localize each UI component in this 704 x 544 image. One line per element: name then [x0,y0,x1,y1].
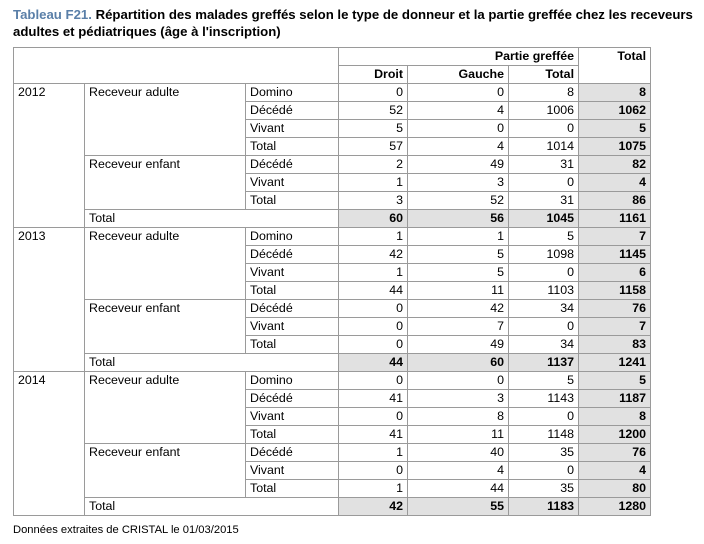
donneur-cell: Vivant [246,120,339,138]
grand-total-cell: 80 [579,480,651,498]
sub-total-cell: 0 [509,318,579,336]
grand-total-cell: 83 [579,336,651,354]
donneur-cell: Vivant [246,264,339,282]
grand-total-cell: 1075 [579,138,651,156]
year-total-gauche: 56 [408,210,509,228]
gauche-cell: 3 [408,390,509,408]
grand-total-cell: 5 [579,372,651,390]
droit-cell: 3 [339,192,408,210]
droit-cell: 1 [339,174,408,192]
grand-total-cell: 76 [579,444,651,462]
gauche-cell: 52 [408,192,509,210]
grand-total-cell: 1187 [579,390,651,408]
sub-total-cell: 1103 [509,282,579,300]
donneur-cell: Décédé [246,390,339,408]
droit-cell: 42 [339,246,408,264]
year-total-grand: 1241 [579,354,651,372]
gauche-cell: 5 [408,264,509,282]
droit-cell: 57 [339,138,408,156]
grand-total-cell: 7 [579,228,651,246]
donneur-cell: Vivant [246,174,339,192]
droit-cell: 0 [339,84,408,102]
receveur-cell: Receveur enfant [85,300,246,354]
year-cell: 2014 [14,372,85,516]
year-total-row [14,354,651,372]
grand-total-cell: 4 [579,174,651,192]
donneur-cell: Total [246,480,339,498]
sub-total-cell: 1014 [509,138,579,156]
year-total-grand: 1280 [579,498,651,516]
sub-total-cell: 0 [509,120,579,138]
droit-cell: 1 [339,264,408,282]
grand-total-cell: 1158 [579,282,651,300]
header-droit: Droit [339,66,408,84]
gauche-cell: 49 [408,156,509,174]
donneur-cell: Total [246,282,339,300]
grand-total-cell: 8 [579,84,651,102]
receveur-cell: Receveur enfant [85,156,246,210]
header-grand-total: Total [579,48,651,84]
gauche-cell: 0 [408,84,509,102]
header-gauche: Gauche [408,66,509,84]
droit-cell: 0 [339,408,408,426]
droit-cell: 1 [339,228,408,246]
droit-cell: 41 [339,426,408,444]
year-total-droit: 60 [339,210,408,228]
donneur-cell: Décédé [246,246,339,264]
grand-total-cell: 6 [579,264,651,282]
header-sub-total: Total [509,66,579,84]
gauche-cell: 11 [408,426,509,444]
gauche-cell: 4 [408,102,509,120]
receveur-cell: Receveur adulte [85,84,246,156]
donneur-cell: Total [246,336,339,354]
droit-cell: 0 [339,318,408,336]
grand-total-cell: 7 [579,318,651,336]
year-total-label: Total [85,498,339,516]
gauche-cell: 1 [408,228,509,246]
sub-total-cell: 1143 [509,390,579,408]
table-row [14,84,651,102]
grand-total-cell: 1062 [579,102,651,120]
sub-total-cell: 34 [509,300,579,318]
gauche-cell: 8 [408,408,509,426]
gauche-cell: 7 [408,318,509,336]
gauche-cell: 42 [408,300,509,318]
grand-total-cell: 5 [579,120,651,138]
year-total-label: Total [85,210,339,228]
droit-cell: 5 [339,120,408,138]
year-total-droit: 42 [339,498,408,516]
sub-total-cell: 1006 [509,102,579,120]
donneur-cell: Domino [246,84,339,102]
table-title-prefix: Tableau F21. [13,7,92,22]
gauche-cell: 5 [408,246,509,264]
table-title [13,6,693,40]
table-row [14,228,651,246]
year-total-droit: 44 [339,354,408,372]
year-total-sub: 1137 [509,354,579,372]
sub-total-cell: 35 [509,480,579,498]
sub-total-cell: 31 [509,192,579,210]
donneur-cell: Total [246,426,339,444]
gauche-cell: 4 [408,462,509,480]
sub-total-cell: 31 [509,156,579,174]
gauche-cell: 0 [408,120,509,138]
source-note: Données extraites de CRISTAL le 01/03/2015 [13,524,239,536]
donneur-cell: Total [246,138,339,156]
donneur-cell: Total [246,192,339,210]
table-row [14,300,651,318]
table-row [14,444,651,462]
receveur-cell: Receveur enfant [85,444,246,498]
gauche-cell: 4 [408,138,509,156]
droit-cell: 41 [339,390,408,408]
year-total-sub: 1183 [509,498,579,516]
grand-total-cell: 1200 [579,426,651,444]
sub-total-cell: 0 [509,408,579,426]
grand-total-cell: 1145 [579,246,651,264]
table-row [14,372,651,390]
sub-total-cell: 0 [509,264,579,282]
donneur-cell: Domino [246,228,339,246]
droit-cell: 44 [339,282,408,300]
droit-cell: 0 [339,300,408,318]
gauche-cell: 44 [408,480,509,498]
grand-total-cell: 8 [579,408,651,426]
donneur-cell: Décédé [246,156,339,174]
year-total-grand: 1161 [579,210,651,228]
droit-cell: 0 [339,372,408,390]
year-total-row [14,498,651,516]
gauche-cell: 40 [408,444,509,462]
donneur-cell: Décédé [246,300,339,318]
donneur-cell: Vivant [246,318,339,336]
sub-total-cell: 34 [509,336,579,354]
sub-total-cell: 1098 [509,246,579,264]
gauche-cell: 11 [408,282,509,300]
year-total-row [14,210,651,228]
sub-total-cell: 5 [509,228,579,246]
sub-total-cell: 5 [509,372,579,390]
table-body [14,48,651,516]
header-partie-greffee: Partie greffée [339,48,579,66]
droit-cell: 0 [339,462,408,480]
year-cell: 2012 [14,84,85,228]
gauche-cell: 49 [408,336,509,354]
droit-cell: 1 [339,444,408,462]
droit-cell: 1 [339,480,408,498]
year-total-label: Total [85,354,339,372]
sub-total-cell: 1148 [509,426,579,444]
gauche-cell: 3 [408,174,509,192]
grand-total-cell: 82 [579,156,651,174]
sub-total-cell: 35 [509,444,579,462]
table-title-text: Répartition des malades greffés selon le type de donneur et la partie greffée chez les receveurs adultes et pédiatriques (âge à l'inscription) [13,7,693,39]
year-total-sub: 1045 [509,210,579,228]
droit-cell: 0 [339,336,408,354]
gauche-cell: 0 [408,372,509,390]
table-row [14,156,651,174]
receveur-cell: Receveur adulte [85,372,246,444]
year-total-gauche: 55 [408,498,509,516]
donneur-cell: Décédé [246,444,339,462]
droit-cell: 2 [339,156,408,174]
grand-total-cell: 86 [579,192,651,210]
grand-total-cell: 76 [579,300,651,318]
sub-total-cell: 0 [509,462,579,480]
receveur-cell: Receveur adulte [85,228,246,300]
donneur-cell: Domino [246,372,339,390]
header-row-1 [14,48,651,66]
year-total-gauche: 60 [408,354,509,372]
sub-total-cell: 8 [509,84,579,102]
donneur-cell: Vivant [246,462,339,480]
graft-table [13,47,651,516]
grand-total-cell: 4 [579,462,651,480]
donneur-cell: Décédé [246,102,339,120]
droit-cell: 52 [339,102,408,120]
donneur-cell: Vivant [246,408,339,426]
year-cell: 2013 [14,228,85,372]
header-blank-cell [14,48,339,84]
sub-total-cell: 0 [509,174,579,192]
